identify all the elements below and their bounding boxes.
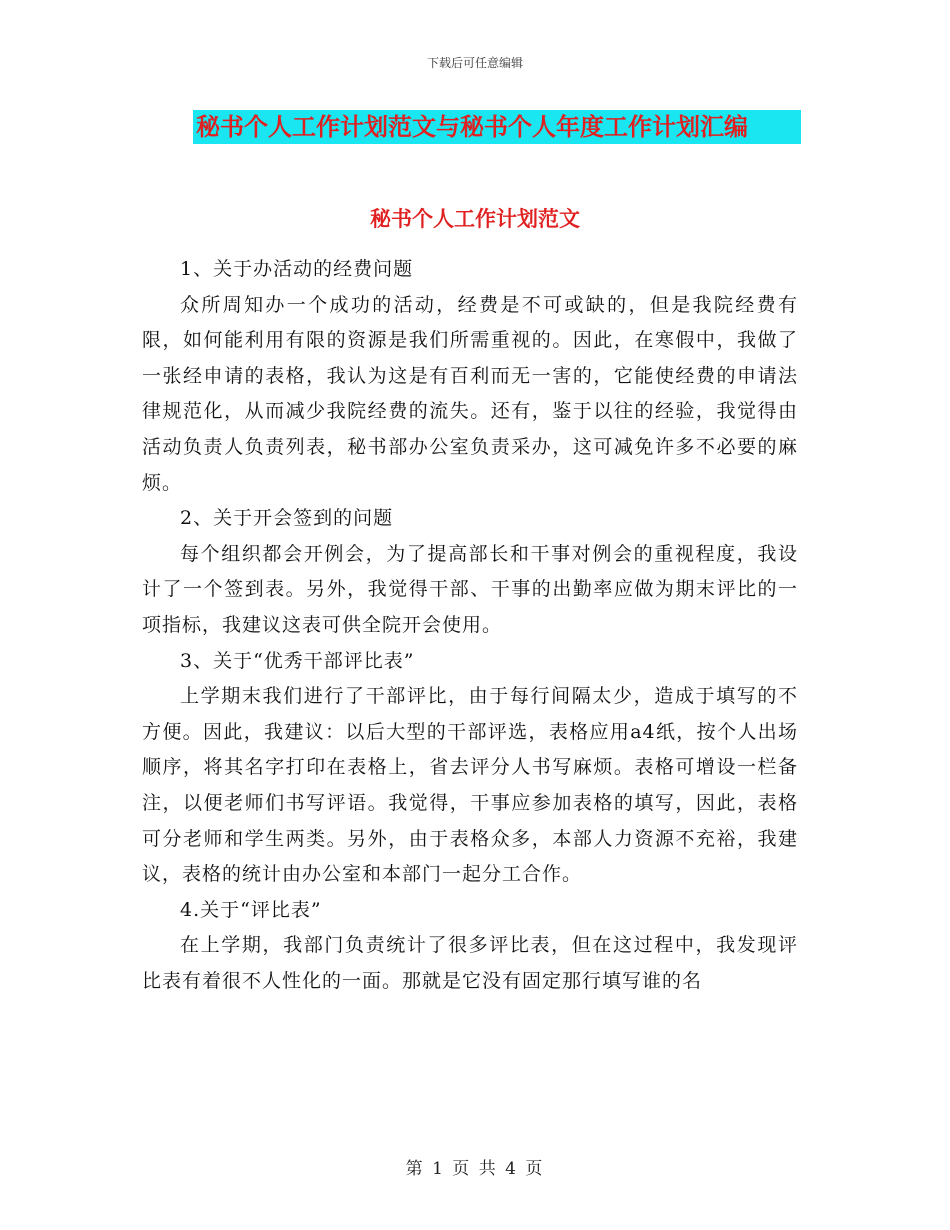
document-title: 秘书个人工作计划范文与秘书个人年度工作计划汇编 xyxy=(196,112,748,141)
paragraph: 众所周知办一个成功的活动，经费是不可或缺的，但是我院经费有限，如何能利用有限的资源是我们所需重视的。因此，在寒假中，我做了一张经申请的表格，我认为这是有百利而无一害的，它能使经费的申请法律规范化，从而减少我院经费的流失。还有，鉴于以往的经验，我觉得由活动负责人负责列表，秘书部办公室负责采办，这可减免许多不必要的麻烦。 xyxy=(142,293,798,494)
header-note: 下载后可任意编辑 xyxy=(426,56,523,70)
paragraph: 每个组织都会开例会，为了提高部长和干事对例会的重视程度，我设计了一个签到表。另外，我觉得干部、干事的出勤率应做为期末评比的一项指标，我建议这表可供全院开会使用。 xyxy=(142,542,798,636)
paragraph-heading-3: 3、关于“优秀干部评比表” xyxy=(180,649,415,672)
paragraph: 在上学期，我部门负责统计了很多评比表，但在这过程中，我发现评比表有着很不人性化的一面。那就是它没有固定那行填写谁的名 xyxy=(142,934,798,992)
paragraph-heading-1: 1、关于办活动的经费问题 xyxy=(180,258,414,280)
page-footer: 第 1 页 共 4 页 xyxy=(405,1159,545,1179)
document-body xyxy=(142,252,798,999)
section-title: 秘书个人工作计划范文 xyxy=(370,206,580,231)
paragraph-heading-4: 4.关于“评比表” xyxy=(180,898,322,921)
paragraph-heading-2: 2、关于开会签到的问题 xyxy=(180,507,394,530)
paragraph: 上学期末我们进行了干部评比，由于每行间隔太少，造成于填写的不方便。因此，我建议：以后大型的干部评选，表格应用a4纸，按个人出场顺序，将其名字打印在表格上，省去评分人书写麻烦。表格可增设一栏备注，以便老师们书写评语。我觉得，干事应参加表格的填写，因此，表格可分老师和学生两类。另外，由于表格众多，本部人力资源不充裕，我建议，表格的统计由办公室和本部门一起分工合作。 xyxy=(142,685,798,886)
